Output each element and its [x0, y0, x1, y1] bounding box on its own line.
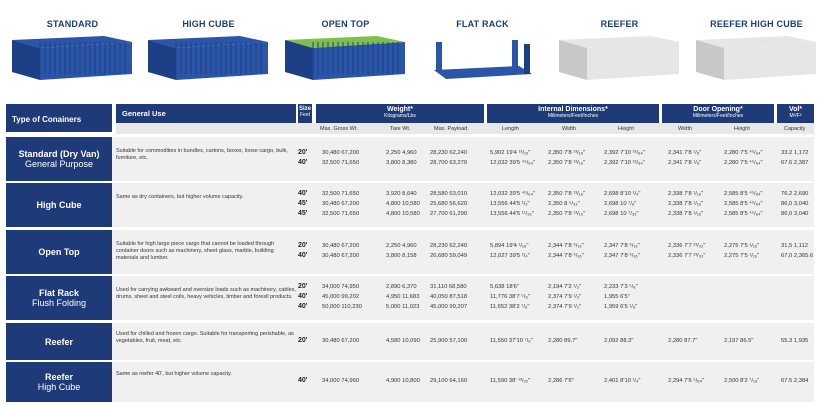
cell-gross: 34,000 74,950 — [322, 284, 360, 290]
header-internal-label: Internal Dimensions* — [538, 106, 608, 113]
row-size: 40' — [298, 303, 308, 310]
cell-dw: 2,341 7'8 ¹/₈" — [668, 160, 702, 166]
cell-hei: 2,233 7'3 ⁵/₈" — [604, 284, 638, 290]
cell-gross: 30,480 67,200 — [322, 243, 360, 249]
cell-payload: 25,900 57,100 — [430, 337, 468, 344]
cell-payload: 26,680 59,049 — [430, 253, 468, 259]
row-size: 20' — [298, 336, 308, 344]
cell-gross: 32,500 71,650 — [322, 191, 360, 197]
type-name-primary: Reefer — [44, 372, 73, 382]
cell-tare: 2,250 4,960 — [386, 243, 417, 249]
cell-wid: 2,374 7'9 ¹/₂" — [548, 304, 582, 310]
container-name: HIGH CUBE — [182, 19, 235, 29]
cell-len: 12,032 39'5 ⁴⁵/₆₄" — [490, 160, 535, 166]
cell-gross: 45,000 99,202 — [322, 294, 360, 300]
container-name: REEFER HIGH CUBE — [710, 19, 803, 29]
cell-payload: 27,700 61,290 — [430, 211, 468, 217]
header-weight-label: Weight* — [387, 106, 413, 113]
row-size: 40' — [298, 190, 308, 197]
type-name-primary: Open Top — [38, 247, 80, 257]
row-size: 45' — [298, 210, 308, 217]
row-size: 40' — [298, 377, 308, 384]
cell-hei: 1,955 6'5" — [604, 294, 630, 300]
cell-gross: 34,000 74,960 — [322, 378, 360, 384]
container-name: OPEN TOP — [321, 19, 370, 29]
cell-dw: 2,338 7'8 ¹/₁₆" — [668, 211, 704, 217]
cell-wid: 2,350 7'8 ¹³/₁₆" — [548, 150, 586, 156]
type-name-secondary: General Purpose — [24, 159, 94, 169]
row-size: 20' — [298, 149, 308, 156]
row-size: 20' — [298, 242, 308, 249]
container-image — [688, 30, 821, 86]
col-door-height: Height — [734, 126, 750, 132]
container-card — [277, 0, 414, 100]
cell-hei: 2,092 88.3" — [604, 337, 634, 344]
row-general-use: Same as dry containers, but higher volume capacity. — [116, 194, 244, 200]
row-size: 20' — [298, 283, 308, 290]
cell-dh: 2,280 7'5 ⁴⁵/₆₄" — [724, 160, 763, 166]
container-image — [551, 30, 688, 86]
row-general-use: Used for carrying awkward and oversize loads such as machinery, cables, drums, sheet and steel coils, heavy vehicles, timber and foresll products. — [116, 287, 296, 300]
container-image — [4, 30, 141, 86]
cell-gross: 30,480 67,200 — [322, 253, 360, 259]
cell-dh: 2,275 7'5 ¹/₁₆" — [724, 243, 760, 249]
cell-len: 11,776 38'7 ⁵/₈" — [490, 294, 530, 300]
col-tare: Tare Wt. — [390, 126, 411, 132]
cell-hei: 1,959 6'5 ¹/₈" — [604, 304, 638, 310]
container-name: REEFER — [600, 19, 639, 29]
container-name: FLAT RACK — [456, 19, 509, 29]
type-name-primary: High Cube — [36, 200, 82, 210]
cell-tare: 3,800 8,158 — [386, 253, 417, 259]
cell-dh: 2,585 8'5 ⁴⁵/₆₄" — [724, 201, 763, 207]
cell-wid: 2,350 7'8 ¹³/₁₆" — [548, 160, 586, 166]
row-size: 40' — [298, 293, 308, 300]
container-card — [688, 0, 821, 100]
cell-payload: 29,100 64,160 — [430, 378, 468, 384]
cell-wid: 2,344 7'8 ⁹/₁₆" — [548, 243, 584, 249]
cell-gross: 30,480 67,200 — [322, 337, 360, 344]
cell-tare: 3,920 8,640 — [386, 191, 417, 197]
cell-tare: 5,000 11,023 — [386, 304, 420, 310]
cell-payload: 45,000 99,207 — [430, 304, 468, 310]
cell-wid: 2,350 7'8 ¹³/₁₆" — [548, 191, 586, 197]
row-general-use: Used for chilled and frozen cargo. Suitable for transporting perishable, as vegetables, fruit, meat, etc. — [116, 330, 294, 344]
header-size-unit: Feet — [299, 112, 310, 118]
header-size — [298, 104, 312, 123]
cell-wid: 2,286 7'6" — [548, 378, 574, 384]
cell-len: 12,027 39'5 ¹/₄" — [490, 253, 530, 259]
cell-len: 11,652 38'2 ⁷/₈" — [490, 304, 530, 310]
row-general-use: Suitable for commodities in bundles, cartons, boxes, loose cargo, bulk, furniture, etc. — [116, 148, 288, 161]
cell-dh: 2,585 8'5 ⁴⁵/₆₄" — [724, 211, 763, 217]
cell-dw: 2,338 7'8 ¹/₁₆" — [668, 191, 704, 197]
header-weight-unit: Kilograms/Lbs — [384, 113, 416, 119]
header-type — [6, 104, 112, 132]
header-vol-label: Vol* — [788, 106, 803, 113]
container-card — [414, 0, 551, 100]
cell-gross: 32,500 71,650 — [322, 160, 360, 166]
cell-wid: 2,344 7'8 ⁹/₁₆" — [548, 253, 584, 259]
cell-cap: 55.3 1,935 — [781, 337, 809, 344]
cell-cap: 31,5 1,112 — [781, 243, 808, 249]
cell-hei: 2,698 10 ⁷/₈" — [604, 201, 637, 207]
cell-wid: 2,280 89.7" — [548, 337, 578, 344]
cell-dh: 2,275 7'5 ¹/₁₆" — [724, 253, 760, 259]
cell-hei: 2,698 10 ⁷/₃₂" — [604, 211, 639, 217]
header-door-label: Door Opening* — [693, 106, 743, 113]
cell-len: 13,556 44'5 ¹¹/₃₂" — [490, 211, 534, 217]
cell-len: 13,556 44'5 ¹/₂" — [490, 201, 530, 207]
container-card — [140, 0, 277, 100]
container-image — [140, 30, 277, 86]
row-type-name — [6, 362, 112, 402]
cell-cap: 76.2 2,690 — [781, 191, 809, 197]
col-width: Width — [562, 126, 577, 132]
type-name-primary: Reefer — [44, 336, 73, 347]
cell-len: 12,032 39'5 ⁴⁵/₆₄" — [490, 191, 535, 197]
cell-wid: 2,350 7'8 ¹³/₁₆" — [548, 211, 586, 217]
cell-dw: 2,336 7'7 ²³/₃₂" — [668, 253, 706, 259]
cell-gross: 50,000 110,230 — [322, 304, 362, 310]
container-name: STANDARD — [46, 19, 99, 29]
cell-gross: 30,480 67,200 — [322, 150, 360, 156]
cell-payload: 28,580 63,010 — [430, 191, 468, 197]
cell-dw: 2,336 7'7 ²³/₃₂" — [668, 243, 706, 249]
cell-payload: 25,680 56,620 — [430, 201, 468, 207]
cell-dw: 2,341 7'8 ¹/₈" — [668, 150, 702, 156]
header-door-unit: Milimeters/Feet/Inches — [692, 113, 744, 119]
cell-cap: 33.2 1,172 — [781, 150, 809, 156]
type-name-secondary: Flush Folding — [31, 298, 87, 308]
cell-tare: 4,950 11,683 — [386, 294, 420, 300]
row-type-name — [6, 323, 112, 360]
cell-payload: 28,230 62,240 — [430, 150, 468, 156]
col-max-gross: Max. Gross Wt. — [320, 126, 358, 132]
header-use-label: General Use — [122, 109, 166, 118]
cell-hei: 2,401 8'10 ¹/₄" — [604, 378, 641, 384]
row-size: 45' — [298, 200, 308, 207]
cell-tare: 4,800 10,580 — [386, 211, 420, 217]
header-door — [662, 104, 774, 123]
row-size: 40' — [298, 252, 308, 259]
row-type-name — [6, 276, 112, 320]
cell-dh: 2,280 7'5 ⁴⁵/₆₄" — [724, 150, 763, 156]
cell-wid: 2,194 7'2 ¹/₂" — [548, 284, 582, 290]
cell-cap: 86,0 3,040 — [781, 201, 809, 207]
cell-len: 11,550 37'10 ⁷/₈" — [490, 337, 533, 344]
cell-tare: 4,800 10,580 — [386, 201, 420, 207]
cell-cap: 67.6 2,387 — [781, 160, 809, 166]
header-use — [116, 104, 296, 123]
container-image — [414, 30, 551, 86]
cell-tare: 4,580 10,090 — [386, 337, 420, 344]
container-card — [551, 0, 688, 100]
header-weight — [316, 104, 484, 123]
cell-payload: 28,230 62,240 — [430, 243, 468, 249]
cell-len: 11,590 38' ¹³/₃₂" — [490, 378, 531, 384]
cell-payload: 40,050 87,518 — [430, 294, 468, 300]
cell-dw: 2,294 7'6 ⁵/₆₄" — [668, 378, 705, 384]
container-specs-table — [6, 104, 814, 404]
cell-tare: 2,890 6,370 — [386, 284, 417, 290]
col-door-width: Width — [678, 126, 693, 132]
cell-tare: 2,250 4,960 — [386, 150, 417, 156]
cell-payload: 28,700 63,270 — [430, 160, 468, 166]
cell-dh: 2,197 86.5" — [724, 337, 754, 344]
cell-gross: 32,500 71,650 — [322, 211, 360, 217]
cell-hei: 2,698 8'10 ¹/₄" — [604, 191, 641, 197]
row-size: 40' — [298, 159, 308, 166]
cell-gross: 30,480 67,200 — [322, 201, 360, 207]
row-type-name — [6, 183, 112, 227]
type-name-primary: Flat Rack — [38, 288, 80, 298]
header-vol-unit: M³/F³ — [789, 113, 802, 119]
cell-cap: 86,0 3,040 — [781, 211, 809, 217]
row-general-use: Suitable for high large piece cargo that cannot be loaded through container doors such as machinery, sheet glass, marble, building materials and lumber. — [116, 241, 275, 261]
cell-wid: 2,350 8 ⁵/₃₂" — [548, 201, 580, 207]
cell-hei: 2,347 7'8 ⁹/₁₆" — [604, 243, 640, 249]
cell-wid: 2,374 7'9 ¹/₂" — [548, 294, 582, 300]
col-length: Length — [502, 126, 519, 132]
header-internal-unit: Milimeters/Feet/Inches — [547, 113, 599, 119]
type-name-secondary: High Cube — [37, 382, 81, 392]
cell-payload: 31,110 68,580 — [430, 284, 467, 290]
cell-dw: 2,280 87.7" — [668, 337, 698, 344]
cell-tare: 4,900 10,800 — [386, 378, 420, 384]
cell-dh: 2,585 8'5 ⁴⁵/₆₄" — [724, 191, 763, 197]
row-general-use: Same as reefer 40', but higher volume capacity. — [116, 371, 232, 377]
header-size-label: Size — [298, 106, 311, 112]
cell-dh: 2,500 8'2 ⁷/₁₆" — [724, 378, 760, 384]
cell-hei: 2,392 7'10 ¹³/₆₄" — [604, 160, 645, 166]
cell-cap: 67.5 2,384 — [781, 378, 809, 384]
header-type-label: Type of Conainers — [12, 115, 82, 124]
cell-cap: 67,0 2,365.6 — [781, 253, 814, 259]
col-height: Height — [618, 126, 634, 132]
header-vol — [777, 104, 814, 123]
row-type-name — [6, 230, 112, 274]
row-type-name — [6, 137, 112, 181]
type-name-primary: Standard (Dry Van) — [18, 149, 100, 159]
container-gallery — [0, 0, 821, 100]
cell-tare: 3,800 8,380 — [386, 160, 417, 166]
cell-hei: 2,392 7'10 ¹³/₆₄" — [604, 150, 645, 156]
col-capacity: Capacity — [784, 126, 806, 132]
header-internal — [487, 104, 659, 123]
col-payload: Max. Payload. — [434, 126, 469, 132]
container-image — [277, 30, 414, 86]
cell-len: 5,894 19'4 ¹/₁₆" — [490, 243, 529, 249]
cell-len: 5,638 18'6" — [490, 284, 519, 290]
cell-hei: 2,347 7'8 ⁹/₁₆" — [604, 253, 640, 259]
cell-dw: 2,338 7'8 ¹/₁₆" — [668, 201, 704, 207]
cell-len: 5,902 19'4 ¹³/₁₆" — [490, 150, 531, 156]
container-card — [4, 0, 141, 100]
